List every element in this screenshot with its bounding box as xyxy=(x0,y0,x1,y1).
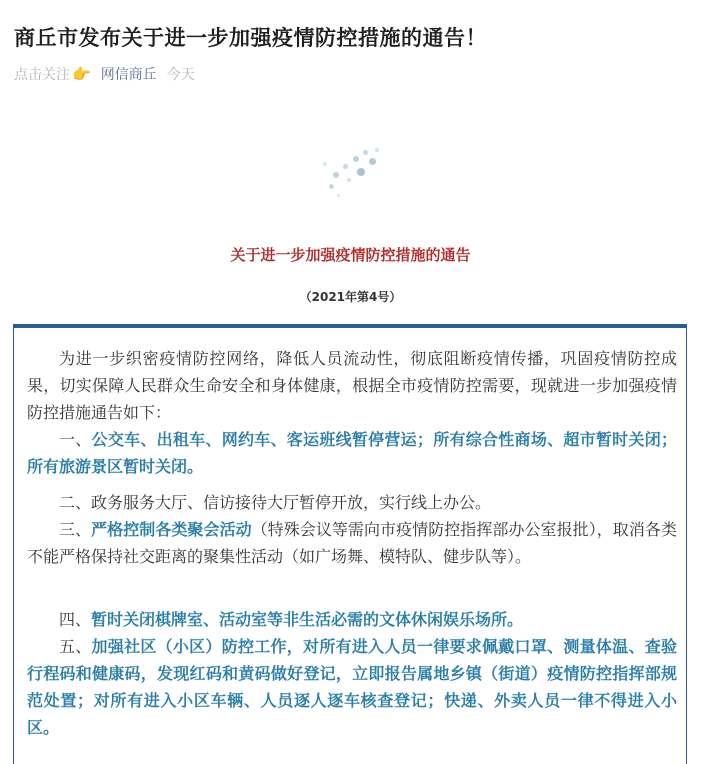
item-text: （特殊会议等需向市疫情防控指挥部办公室报批），取消各类不能严格保持社交距离的聚集性活动（如广场舞、模特队、健步队等）。 xyxy=(27,520,677,566)
item-highlight: 严格控制各类聚会活动 xyxy=(91,520,252,539)
item-highlight: 加强社区（小区）防控工作，对所有进入人员一律要求佩戴口罩、测量体温、查验行程码和健康码，发现红码和黄码做好登记，立即报告属地乡镇（街道）疫情防控指挥部规范处置；对所有进入小区车辆、人员逐人逐车核查登记；快递、外卖人员一律不得进入小区。 xyxy=(27,637,677,737)
article-title: 商丘市发布关于进一步加强疫情防控措施的通告！ xyxy=(14,26,487,50)
notice-number: （2021年第4号） xyxy=(299,290,402,304)
publish-date: 今天 xyxy=(166,67,195,83)
item-prefix: 三、 xyxy=(59,520,92,539)
item-prefix: 一、 xyxy=(59,430,92,449)
notice-item-2 xyxy=(27,489,677,516)
article-meta xyxy=(14,64,195,84)
item-highlight: 暂时关闭棋牌室、活动室等非生活必需的文体休闲娱乐场所。 xyxy=(91,610,524,629)
account-name-link[interactable]: 网信商丘 xyxy=(100,67,157,83)
item-text: 政务服务大厅、信访接待大厅暂停开放，实行线上办公。 xyxy=(91,493,492,512)
notice-title: 关于进一步加强疫情防控措施的通告 xyxy=(230,246,471,264)
notice-intro-paragraph: 为进一步织密疫情防控网络，降低人员流动性，彻底阻断疫情传播，巩固疫情防控成果，切实保障人民群众生命安全和身体健康，根据全市疫情防控需要，现就进一步加强疫情防控措施通告如下： xyxy=(27,349,677,422)
notice-item-5 xyxy=(27,633,677,741)
decorative-dots-icon xyxy=(315,148,385,208)
notice-item-1 xyxy=(27,426,677,480)
item-highlight: 公交车、出租车、网约车、客运班线暂停营运；所有综合性商场、超市暂时关闭；所有旅游景区暂时关闭。 xyxy=(27,430,677,476)
notice-item-4 xyxy=(27,606,677,633)
follow-link[interactable]: 点击关注 xyxy=(14,67,70,83)
item-prefix: 二、 xyxy=(59,493,92,512)
notice-item-3 xyxy=(27,516,677,570)
pointing-hand-icon[interactable]: 👉 xyxy=(72,65,91,83)
item-prefix: 五、 xyxy=(59,637,92,656)
item-prefix: 四、 xyxy=(59,610,92,629)
